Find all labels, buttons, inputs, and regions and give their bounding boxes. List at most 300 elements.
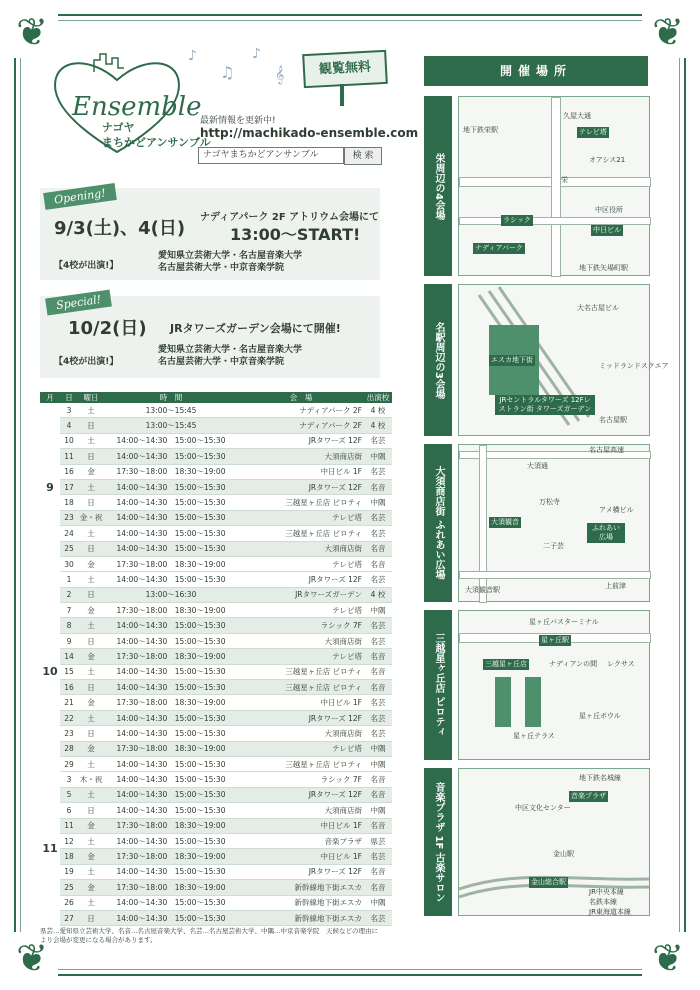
table-row (40, 664, 392, 679)
schedule-table (40, 392, 392, 926)
school-cell: 名音 (364, 649, 392, 664)
school-cell: 中隅 (364, 741, 392, 756)
time-cell: 14:00～14:30 15:00～15:30 (104, 726, 238, 741)
venue-cell: テレビ塔 (238, 741, 364, 756)
dow-cell: 金 (78, 741, 104, 756)
special-note: 【4校が出演!】 (54, 357, 119, 367)
map-place: 星ヶ丘駅 (541, 636, 569, 644)
school-cell: 中隅 (364, 803, 392, 818)
day-cell: 22 (60, 710, 78, 725)
day-cell: 25 (60, 541, 78, 556)
month-cell: 9 (40, 403, 60, 572)
header-month: 月 (40, 392, 60, 403)
map-label: JR東海道本線 (589, 908, 631, 916)
map-label: 二子芸 (543, 542, 564, 550)
map-label: 名鉄本線 (589, 898, 617, 906)
day-cell: 3 (60, 403, 78, 418)
school-cell: 名芸 (364, 464, 392, 479)
dow-cell: 金 (78, 849, 104, 864)
dow-cell: 土 (78, 526, 104, 541)
map-place: 大須観音 (491, 518, 519, 526)
school-cell: 名音 (364, 556, 392, 571)
venue-cell: 中日ビル 1F (238, 818, 364, 833)
special-date: 10/2(日) (68, 318, 147, 339)
month-cell: 11 (40, 772, 60, 926)
svg-text:♫: ♫ (220, 63, 235, 82)
dow-cell: 土 (78, 618, 104, 633)
table-row (40, 741, 392, 756)
day-cell: 17 (60, 479, 78, 494)
time-cell: 14:00～14:30 15:00～15:30 (104, 895, 238, 910)
dow-cell: 日 (78, 418, 104, 433)
time-cell: 13:00～16:30 (104, 587, 238, 602)
day-cell: 6 (60, 803, 78, 818)
venue-cell: JRタワーズ 12F (238, 572, 364, 587)
sign-post (340, 84, 344, 106)
venue-osu (424, 444, 648, 602)
venue-cell: テレビ塔 (238, 649, 364, 664)
table-row (40, 833, 392, 848)
map-label: 万松寺 (539, 498, 560, 506)
time-cell: 14:00～14:30 15:00～15:30 (104, 787, 238, 802)
day-cell: 11 (60, 449, 78, 464)
map-place: エスカ地下街 (491, 356, 533, 364)
school-cell: 4 校 (364, 587, 392, 602)
venue-cell: 大須商店街 (238, 803, 364, 818)
school-cell: 4 校 (364, 403, 392, 418)
venue-cell: 三越星ヶ丘店 ビロティ (238, 526, 364, 541)
time-cell: 14:00～14:30 15:00～15:30 (104, 495, 238, 510)
map-label: 中区役所 (595, 206, 623, 214)
venue-cell: 中日ビル 1F (238, 849, 364, 864)
day-cell: 9 (60, 633, 78, 648)
day-cell: 7 (60, 603, 78, 618)
map-road (479, 445, 487, 603)
search-button[interactable]: 検 索 (344, 147, 382, 165)
venue-label: 栄周辺の4会場 (424, 96, 452, 276)
time-cell: 14:00～14:30 15:00～15:30 (104, 510, 238, 525)
venue-cell: 三越星ヶ丘店 ビロティ (238, 495, 364, 510)
dow-cell: 土 (78, 787, 104, 802)
table-row (40, 449, 392, 464)
time-cell: 14:00～14:30 15:00～15:30 (104, 680, 238, 695)
dow-cell: 土 (78, 664, 104, 679)
logo-line1: ナゴヤ (102, 121, 135, 134)
school-cell: 中隅 (364, 449, 392, 464)
special-schools (158, 344, 302, 368)
venue-cell: JRタワーズ 12F (238, 433, 364, 448)
special-ribbon: Special! (45, 290, 112, 316)
dow-cell: 日 (78, 449, 104, 464)
venue-cell: JRタワーズ 12F (238, 479, 364, 494)
school-cell: 名芸 (364, 910, 392, 925)
day-cell: 16 (60, 464, 78, 479)
time-cell: 14:00～14:30 15:00～15:30 (104, 833, 238, 848)
table-row (40, 864, 392, 879)
dow-cell: 金 (78, 880, 104, 895)
time-cell: 13:00～15:45 (104, 403, 238, 418)
map-place: ナディアパーク (475, 244, 523, 252)
header-school: 出演校 (364, 392, 392, 403)
day-cell: 30 (60, 556, 78, 571)
opening-schools (158, 250, 302, 274)
table-row (40, 695, 392, 710)
table-row (40, 849, 392, 864)
table-row (40, 433, 392, 448)
venue-cell: 新幹線地下街エスカ (238, 880, 364, 895)
table-row (40, 787, 392, 802)
time-cell: 14:00～14:30 15:00～15:30 (104, 633, 238, 648)
day-cell: 4 (60, 418, 78, 433)
venue-cell: ナディアパーク 2F (238, 403, 364, 418)
table-row (40, 495, 392, 510)
day-cell: 10 (60, 433, 78, 448)
table-row (40, 772, 392, 787)
venue-cell: 中日ビル 1F (238, 695, 364, 710)
logo-name: Ensemble (72, 92, 202, 122)
map-place: 音楽プラザ (571, 792, 606, 800)
school-cell: 名音 (364, 880, 392, 895)
map-osu (458, 444, 650, 602)
svg-text:♪: ♪ (252, 46, 261, 62)
time-cell: 17:30～18:00 18:30～19:00 (104, 464, 238, 479)
school-cell: 名芸 (364, 433, 392, 448)
opening-venue: ナディアパーク 2F アトリウム会場にて (200, 212, 380, 223)
music-notes-icon (180, 40, 290, 100)
time-cell: 17:30～18:00 18:30～19:00 (104, 880, 238, 895)
venue-cell: 新幹線地下街エスカ (238, 895, 364, 910)
search-input[interactable]: ナゴヤまちかどアンサンブル (198, 147, 344, 164)
map-place: 中日ビル (593, 226, 621, 234)
day-cell: 25 (60, 880, 78, 895)
time-cell: 14:00～14:30 15:00～15:30 (104, 618, 238, 633)
dow-cell: 金 (78, 603, 104, 618)
venue-cell: 大須商店街 (238, 726, 364, 741)
dow-cell: 金 (78, 556, 104, 571)
dow-cell: 金 (78, 464, 104, 479)
dow-cell: 金 (78, 649, 104, 664)
school-cell: 名音 (364, 772, 392, 787)
table-row (40, 649, 392, 664)
map-label: 星ヶ丘テラス (513, 732, 555, 740)
map-place: ラシック (503, 216, 531, 224)
dow-cell: 日 (78, 633, 104, 648)
school-cell: 名音 (364, 818, 392, 833)
map-block (525, 677, 541, 727)
time-cell: 17:30～18:00 18:30～19:00 (104, 818, 238, 833)
svg-text:𝄞: 𝄞 (275, 65, 285, 84)
map-label: ミッドランドスクエア (599, 362, 669, 370)
venue-cell: JRタワーズ 12F (238, 864, 364, 879)
time-cell: 14:00～14:30 15:00～15:30 (104, 526, 238, 541)
map-label: レクサス (607, 660, 635, 668)
school-cell: 名音 (364, 787, 392, 802)
map-place: ふれあい広場 (587, 523, 625, 543)
dow-cell: 土 (78, 864, 104, 879)
map-label: 栄 (561, 176, 568, 184)
map-label: 久屋大通 (563, 112, 591, 120)
time-cell: 14:00～14:30 15:00～15:30 (104, 864, 238, 879)
special-schools-line2: 名古屋芸術大学・中京音楽学院 (158, 357, 285, 367)
time-cell: 14:00～14:30 15:00～15:30 (104, 664, 238, 679)
map-label: 星ヶ丘バスターミナル (529, 618, 599, 626)
table-row (40, 479, 392, 494)
venue-cell: 大須商店街 (238, 449, 364, 464)
time-cell: 17:30～18:00 18:30～19:00 (104, 649, 238, 664)
day-cell: 24 (60, 526, 78, 541)
header-venue: 会 場 (238, 392, 364, 403)
opening-panel (40, 188, 380, 280)
venue-cell: JRタワーズ 12F (238, 787, 364, 802)
map-label: 大名古屋ビル (577, 304, 619, 312)
venue-cell: 中日ビル 1F (238, 464, 364, 479)
table-row (40, 895, 392, 910)
table-row (40, 633, 392, 648)
venue-cell: ラシック 7F (238, 772, 364, 787)
opening-schools-line2: 名古屋芸術大学・中京音楽学院 (158, 263, 285, 273)
map-hoshigaoka (458, 610, 650, 760)
dow-cell: 金 (78, 695, 104, 710)
time-cell: 14:00～14:30 15:00～15:30 (104, 803, 238, 818)
dow-cell: 土 (78, 403, 104, 418)
day-cell: 5 (60, 787, 78, 802)
venue-cell: 三越星ヶ丘店 ビロティ (238, 664, 364, 679)
school-cell: 名芸 (364, 618, 392, 633)
opening-note: 【4校が出演!】 (54, 261, 119, 271)
day-cell: 11 (60, 818, 78, 833)
table-row (40, 803, 392, 818)
corner-ornament-icon: ❦ (6, 6, 58, 58)
map-label: 地下鉄栄駅 (463, 126, 498, 134)
school-cell: 名芸 (364, 849, 392, 864)
dow-cell: 日 (78, 910, 104, 925)
table-row (40, 556, 392, 571)
day-cell: 21 (60, 695, 78, 710)
venue-cell: 三越星ヶ丘店 ビロティ (238, 680, 364, 695)
map-road (459, 571, 651, 579)
map-label: 中区文化センター (515, 804, 571, 812)
school-cell: 名芸 (364, 726, 392, 741)
dow-cell: 日 (78, 726, 104, 741)
corner-ornament-icon: ❦ (642, 932, 694, 984)
dow-cell: 日 (78, 803, 104, 818)
map-label: 金山駅 (553, 850, 574, 858)
day-cell: 26 (60, 895, 78, 910)
map-place: テレビ塔 (579, 128, 607, 136)
venue-cell: 三越星ヶ丘店 ビロティ (238, 756, 364, 771)
day-cell: 14 (60, 649, 78, 664)
venue-cell: JRタワーズガーデン (238, 587, 364, 602)
day-cell: 23 (60, 726, 78, 741)
map-label: 名古屋高速 (589, 446, 624, 454)
school-cell: 名芸 (364, 710, 392, 725)
day-cell: 3 (60, 772, 78, 787)
dow-cell: 土 (78, 833, 104, 848)
month-cell: 10 (40, 572, 60, 772)
website-url[interactable]: http://machikado-ensemble.com (200, 126, 419, 140)
map-place: JRセントラルタワーズ 12Fレストラン街 タワーズガーデン (495, 395, 595, 415)
table-row (40, 587, 392, 602)
venue-cell: テレビ塔 (238, 556, 364, 571)
dow-cell: 土 (78, 710, 104, 725)
time-cell: 17:30～18:00 18:30～19:00 (104, 849, 238, 864)
header-time: 時 間 (104, 392, 238, 403)
day-cell: 12 (60, 833, 78, 848)
school-cell: 名芸 (364, 510, 392, 525)
dow-cell: 日 (78, 495, 104, 510)
logo-line2: まちかどアンサンブル (102, 136, 211, 149)
day-cell: 15 (60, 664, 78, 679)
day-cell: 18 (60, 849, 78, 864)
time-cell: 14:00～14:30 15:00～15:30 (104, 910, 238, 925)
school-cell: 中隅 (364, 603, 392, 618)
map-label: 名古屋駅 (599, 416, 627, 424)
table-row (40, 510, 392, 525)
venue-cell: テレビ塔 (238, 510, 364, 525)
day-cell: 1 (60, 572, 78, 587)
day-cell: 29 (60, 756, 78, 771)
school-cell: 中隅 (364, 756, 392, 771)
map-place: 金山総合駅 (531, 878, 566, 886)
dow-cell: 日 (78, 587, 104, 602)
venue-hoshigaoka (424, 610, 648, 760)
school-cell: 名音 (364, 664, 392, 679)
venue-cell: ラシック 7F (238, 618, 364, 633)
school-cell: 4 校 (364, 418, 392, 433)
school-cell: 名芸 (364, 695, 392, 710)
day-cell: 8 (60, 618, 78, 633)
school-cell: 名芸 (364, 526, 392, 541)
time-cell: 13:00～15:45 (104, 418, 238, 433)
school-cell: 名芸 (364, 572, 392, 587)
map-label: アメ横ビル (599, 506, 634, 514)
day-cell: 18 (60, 495, 78, 510)
table-row (40, 464, 392, 479)
day-cell: 23 (60, 510, 78, 525)
time-cell: 14:00～14:30 15:00～15:30 (104, 572, 238, 587)
map-meieki (458, 284, 669, 436)
time-cell: 17:30～18:00 18:30～19:00 (104, 695, 238, 710)
table-row (40, 756, 392, 771)
opening-time: 13:00～START! (230, 225, 361, 244)
venue-cell: ナディアパーク 2F (238, 418, 364, 433)
school-cell: 中隅 (364, 895, 392, 910)
table-row (40, 880, 392, 895)
dow-cell: 土 (78, 895, 104, 910)
map-sakae (458, 96, 650, 276)
dow-cell: 土 (78, 433, 104, 448)
dow-cell: 土 (78, 479, 104, 494)
table-row (40, 418, 392, 433)
time-cell: 17:30～18:00 18:30～19:00 (104, 741, 238, 756)
day-cell: 19 (60, 864, 78, 879)
time-cell: 14:00～14:30 15:00～15:30 (104, 710, 238, 725)
time-cell: 14:00～14:30 15:00～15:30 (104, 756, 238, 771)
map-label: 大須観音駅 (465, 586, 500, 594)
header-day: 日 (60, 392, 78, 403)
tagline: 最新情報を更新中! (200, 116, 276, 126)
venue-cell: JRタワーズ 12F (238, 710, 364, 725)
map-label: JR中央本線 (589, 888, 624, 896)
day-cell: 16 (60, 680, 78, 695)
map-label: ナディアンの間 (549, 660, 598, 668)
dow-cell: 日 (78, 541, 104, 556)
opening-date: 9/3(土)、4(日) (54, 218, 186, 239)
map-block (495, 677, 511, 727)
venue-meieki (424, 284, 669, 436)
table-row (40, 726, 392, 741)
opening-ribbon: Opening! (43, 183, 116, 210)
school-cell: 名音 (364, 864, 392, 879)
day-cell: 2 (60, 587, 78, 602)
free-admission-sign: 観覧無料 (302, 50, 388, 88)
map-label: 地下鉄名城線 (579, 774, 621, 782)
table-row (40, 541, 392, 556)
venue-label: 名駅周辺の3会場 (424, 284, 452, 436)
special-schools-line1: 愛知県立芸術大学・名古屋音楽大学 (158, 345, 303, 355)
svg-text:♪: ♪ (188, 48, 197, 64)
day-cell: 28 (60, 741, 78, 756)
corner-ornament-icon: ❦ (642, 6, 694, 58)
venue-music-plaza (424, 768, 648, 916)
special-venue: JRタワーズガーデン会場にて開催! (170, 322, 341, 335)
venue-sakae (424, 96, 648, 276)
map-label: 大須通 (527, 462, 548, 470)
time-cell: 14:00～14:30 15:00～15:30 (104, 772, 238, 787)
school-cell: 名音 (364, 541, 392, 556)
school-cell: 県芸 (364, 833, 392, 848)
school-cell: 名音 (364, 479, 392, 494)
map-label: 星ヶ丘ボウル (579, 712, 621, 720)
table-row (40, 572, 392, 587)
table-row (40, 710, 392, 725)
venue-cell: 新幹線地下街エスカ (238, 910, 364, 925)
venue-label: 大須商店街 ふれあい広場 (424, 444, 452, 602)
table-row (40, 526, 392, 541)
venue-label: 三越星ヶ丘店 ピロティ (424, 610, 452, 760)
opening-schools-line1: 愛知県立芸術大学・名古屋音楽大学 (158, 251, 303, 261)
dow-cell: 土 (78, 756, 104, 771)
map-road (551, 97, 561, 277)
time-cell: 17:30～18:00 18:30～19:00 (104, 556, 238, 571)
table-row (40, 618, 392, 633)
map-label: オアシス21 (589, 156, 626, 164)
time-cell: 14:00～14:30 15:00～15:30 (104, 449, 238, 464)
venue-label: 音楽プラザ 1F 古楽サロン (424, 768, 452, 916)
dow-cell: 金・祝 (78, 510, 104, 525)
dow-cell: 日 (78, 680, 104, 695)
table-row (40, 818, 392, 833)
table-row (40, 910, 392, 925)
time-cell: 14:00～14:30 15:00～15:30 (104, 433, 238, 448)
school-cell: 中隅 (364, 495, 392, 510)
time-cell: 14:00～14:30 15:00～15:30 (104, 479, 238, 494)
school-cell: 名芸 (364, 633, 392, 648)
venue-cell: 音楽プラザ (238, 833, 364, 848)
logo (42, 40, 211, 160)
table-header (40, 392, 392, 403)
footnote: 県芸…愛知県立芸術大学、名音…名古屋音楽大学、名芸…名古屋芸術大学、中隅…中京音楽学院 天候などの理由により会場が変更になる場合があります。 (40, 927, 378, 944)
map-label: 地下鉄矢場町駅 (579, 264, 628, 272)
dow-cell: 土 (78, 572, 104, 587)
dow-cell: 金 (78, 818, 104, 833)
header-dow: 曜日 (78, 392, 104, 403)
map-place: 三越星ヶ丘店 (485, 660, 527, 668)
table-row (40, 680, 392, 695)
time-cell: 17:30～18:00 18:30～19:00 (104, 603, 238, 618)
map-road (459, 217, 651, 225)
venues-title: 開催場所 (424, 56, 648, 86)
